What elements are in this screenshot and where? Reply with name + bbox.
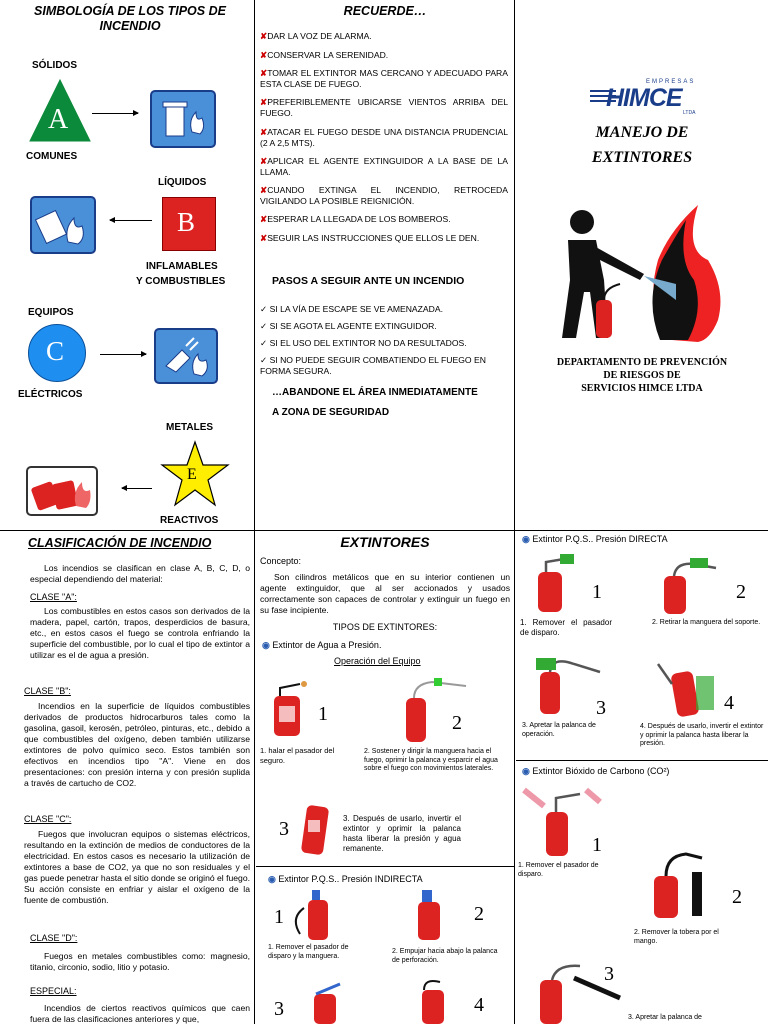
co2-step-3-caption: 3. Apretar la palanca de bbox=[628, 1014, 702, 1021]
directa-step-2-caption: 2. Retirar la manguera del soporte. bbox=[652, 619, 761, 626]
recuerde-item: ✘TOMAR EL EXTINTOR MAS CERCANO Y ADECUADO PARA ESTA CLASE DE FUEGO. bbox=[260, 68, 508, 89]
label-liquidos: LÍQUIDOS bbox=[158, 177, 207, 188]
especial-text: Incendios de ciertos reactivos químicos que caen fuera de las clasificaciones anteriores y que, bbox=[30, 1003, 250, 1024]
extintores-title: EXTINTORES bbox=[340, 534, 430, 550]
simbologia-title: SIMBOLOGÍA DE LOS TIPOS DE INCENDIO bbox=[34, 4, 226, 33]
arrow-e bbox=[122, 488, 152, 489]
indirecta-step-2-caption: 2. Empujar hacia abajo la palanca de perforación. bbox=[392, 948, 498, 964]
indirecta-step-3-number: 3 bbox=[274, 998, 284, 1020]
recuerde-item: ✘DAR LA VOZ DE ALARMA. bbox=[260, 31, 372, 41]
clase-a-head: CLASE "A": bbox=[30, 592, 77, 602]
clasif-intro: Los incendios se clasifican en clase A, B, C, D, o especial dependiendo del material: bbox=[30, 563, 250, 584]
arrow-b bbox=[110, 220, 152, 221]
pasos-item: ✓ SI SE AGOTA EL AGENTE EXTINGUIDOR. bbox=[260, 321, 437, 331]
pasos-item: ✓ SI LA VÍA DE ESCAPE SE VE AMENAZADA. bbox=[260, 304, 443, 314]
agua-step-2-number: 2 bbox=[452, 712, 462, 734]
pasos-title: PASOS A SEGUIR ANTE UN INCENDIO bbox=[272, 275, 465, 287]
abandone-line-1: …ABANDONE EL ÁREA INMEDIATAMENTE bbox=[272, 387, 478, 398]
trash-fire-icon bbox=[150, 90, 216, 148]
agua-step-1-image bbox=[270, 680, 312, 740]
logo-ltda: LTDA bbox=[683, 110, 696, 116]
indirecta-step-1-caption: 1. Remover el pasador de disparo y la manguera. bbox=[268, 944, 349, 960]
clase-d-head: CLASE "D": bbox=[30, 933, 78, 943]
recuerde-item: ✘PREFERIBLEMENTE UBICARSE VIENTOS ARRIBA DEL FUEGO. bbox=[260, 97, 508, 118]
abandone-line-2: A ZONA DE SEGURIDAD bbox=[272, 407, 390, 418]
concepto-label: Concepto: bbox=[260, 556, 302, 566]
recuerde-item: ✘ATACAR EL FUEGO DESDE UNA DISTANCIA PRUDENCIAL (2 A 2,5 MTS). bbox=[260, 127, 508, 148]
agua-step-3-caption: 3. Después de usarlo, invertir el extintor y oprimir la palanca hasta liberar la presión y agua remanente. bbox=[343, 814, 461, 853]
class-a-letter: A bbox=[48, 104, 69, 135]
liquid-fire-icon bbox=[30, 196, 96, 254]
co2-step-1-caption: 1. Remover el pasador de disparo. bbox=[518, 862, 599, 878]
label-comunes: COMUNES bbox=[26, 151, 78, 162]
directa-step-3-image bbox=[530, 652, 606, 718]
especial-head: ESPECIAL: bbox=[30, 986, 77, 996]
recuerde-title: RECUERDE… bbox=[343, 4, 427, 18]
arrow-c bbox=[100, 354, 146, 355]
bullet-icon: ◉ bbox=[522, 534, 530, 544]
pasos-item: ✓ SI NO PUEDE SEGUIR COMBATIENDO EL FUEGO EN FORMA SEGURA. bbox=[260, 355, 486, 376]
recuerde-item: ✘SEGUIR LAS INSTRUCCIONES QUE ELLOS LE DEN. bbox=[260, 233, 480, 243]
bullet-icon: ◉ bbox=[522, 766, 530, 776]
dept-line-2: DE RIESGOS DE bbox=[603, 370, 681, 381]
co2-step-3-number: 3 bbox=[604, 963, 614, 985]
agua-step-1-number: 1 bbox=[318, 703, 328, 725]
operacion-title: Operación del Equipo bbox=[334, 656, 421, 666]
bullet-icon: ◉ bbox=[268, 874, 276, 884]
recuerde-item: ✘ESPERAR LA LLEGADA DE LOS BOMBEROS. bbox=[260, 214, 451, 224]
label-reactivos: REACTIVOS bbox=[160, 515, 219, 526]
class-b-letter: B bbox=[177, 207, 196, 237]
clase-c-text: Fuegos que involucran equipos o sistemas eléctricos, resultando en la extinción de medios de conductores de la electricidad. En estos casos es necesario la utilización de extintores a base de CO2, ya que no son residuales y el gas puede penetrar hasta el sitio donde se originó el fuego. Su acción consiste en enfriar y aislar el oxígeno de la fuente de combustión. bbox=[24, 829, 250, 905]
row-divider bbox=[0, 530, 768, 531]
directa-step-3-caption: 3. Apretar la palanca de operación. bbox=[522, 722, 596, 738]
class-e-letter: E bbox=[187, 466, 197, 483]
cover-title-1: MANEJO DE bbox=[595, 124, 689, 141]
indirecta-step-2-number: 2 bbox=[474, 903, 484, 925]
clase-c-head: CLASE "C": bbox=[24, 814, 72, 824]
indirecta-title: ◉ Extintor P.Q.S.. Presión INDIRECTA bbox=[268, 874, 423, 884]
agua-step-1-caption: 1. halar el pasador del seguro. bbox=[260, 746, 335, 765]
directa-step-2-image bbox=[650, 554, 720, 616]
directa-title: ◉ Extintor P.Q.S.. Presión DIRECTA bbox=[522, 534, 668, 544]
label-equipos: EQUIPOS bbox=[28, 307, 74, 318]
ext-divider bbox=[256, 866, 514, 867]
cover-title-2: EXTINTORES bbox=[591, 149, 693, 166]
directa-step-1-number: 1 bbox=[592, 581, 602, 603]
recuerde-item: ✘CONSERVAR LA SERENIDAD. bbox=[260, 50, 389, 60]
indirecta-step-4-image bbox=[410, 978, 460, 1024]
co2-step-2-number: 2 bbox=[732, 886, 742, 908]
co2-step-2-caption: 2. Remover la tobera por el mango. bbox=[634, 929, 719, 945]
co2-step-2-image bbox=[640, 846, 716, 922]
label-solidos: SÓLIDOS bbox=[32, 60, 78, 71]
recuerde-item: ✘CUANDO EXTINGA EL INCENDIO, RETROCEDA VIGILANDO LA POSIBLE REIGNICIÓN. bbox=[260, 185, 508, 206]
metal-fire-icon bbox=[26, 466, 98, 516]
directa-step-4-image bbox=[652, 658, 720, 722]
bullet-icon: ◉ bbox=[262, 640, 270, 650]
tipos-label: TIPOS DE EXTINTORES: bbox=[332, 622, 438, 632]
clase-d-text: Fuegos en metales combustibles como: magnesio, titanio, circonio, sodio, litio y potasio. bbox=[30, 951, 250, 972]
recuerde-item: ✘APLICAR EL AGENTE EXTINGUIDOR A LA BASE DE LA LLAMA. bbox=[260, 156, 508, 177]
directa-step-3-number: 3 bbox=[596, 697, 606, 719]
logo-himce: HIMCE bbox=[606, 84, 682, 112]
person-fighting-fire-icon bbox=[548, 200, 728, 345]
dept-line-1: DEPARTAMENTO DE PREVENCIÓN bbox=[556, 357, 728, 368]
label-inflamables: INFLAMABLES bbox=[146, 261, 218, 272]
label-metales: METALES bbox=[166, 422, 214, 433]
agua-step-2-caption: 2. Sostener y dirigir la manguera hacia el fuego, oprimir la palanca y esparcir el agua sobre el fuego con movimientos laterales. bbox=[364, 748, 498, 772]
label-electricos: ELÉCTRICOS bbox=[18, 389, 83, 400]
clase-b-text: Incendios en la superficie de líquidos combustibles derivados de productos hidrocarburos tales como la gasolina, gasoil, kerosén, petróleo, pinturas, etc., debido a que combustibles del oxígeno, deben también utilizarse extintores de polvo químico seco. Estos también son efectivos en incendios tipo "A". Viene en dos presentaciones: con presión interna y con presión suplida a través de cartucho de CO2. bbox=[24, 701, 250, 788]
agua-step-3-image bbox=[294, 800, 340, 862]
directa-step-2-number: 2 bbox=[736, 581, 746, 603]
indirecta-step-3-image bbox=[300, 980, 350, 1024]
indirecta-step-1-number: 1 bbox=[274, 906, 284, 928]
dept-line-3: SERVICIOS HIMCE LTDA bbox=[581, 383, 703, 394]
co2-title: ◉ Extintor Bióxido de Carbono (CO²) bbox=[522, 766, 670, 776]
directa-step-4-number: 4 bbox=[724, 692, 734, 714]
directa-step-4-caption: 4. Después de usarlo, invertir el extintor y oprimir la palanca hasta liberar la presión. bbox=[640, 723, 764, 747]
class-c-letter: C bbox=[46, 336, 65, 366]
clasificacion-title: CLASIFICACIÓN DE INCENDIO bbox=[28, 536, 212, 550]
column-divider-2 bbox=[514, 0, 515, 1024]
electric-fire-icon bbox=[154, 328, 218, 384]
agua-step-2-image bbox=[400, 676, 472, 746]
co2-step-1-number: 1 bbox=[592, 834, 602, 856]
agua-title: ◉ Extintor de Agua a Presión. bbox=[262, 640, 382, 650]
indirecta-step-2-image bbox=[404, 888, 454, 942]
clase-b-head: CLASE "B": bbox=[24, 686, 71, 696]
co2-step-3-image bbox=[530, 960, 630, 1024]
directa-step-1-caption: 1. Remover el pasador de disparo. bbox=[520, 618, 612, 637]
co2-divider bbox=[516, 760, 768, 761]
arrow-a bbox=[92, 113, 138, 114]
concepto-text: Son cilindros metálicos que en su interior contienen un agente extinguidor, que al ser accionados y usados correctamente son capaces de controlar y extinguir un fuego en su fase incipiente. bbox=[260, 572, 510, 615]
indirecta-step-1-image bbox=[290, 888, 340, 942]
agua-step-3-number: 3 bbox=[279, 818, 289, 840]
label-combustibles: Y COMBUSTIBLES bbox=[136, 276, 226, 287]
directa-step-1-image bbox=[526, 554, 582, 614]
pasos-item: ✓ SI EL USO DEL EXTINTOR NO DA RESULTADOS. bbox=[260, 338, 467, 348]
column-divider-1 bbox=[254, 0, 255, 1024]
clase-a-text: Los combustibles en estos casos son derivados de la madera, papel, cartón, trapos, desperdicios de basura, etc., en estos casos el fuego se controla enfriando la superficie del combustible, por lo cual el tipo de extintor a utilizar es el de agua a presión. bbox=[30, 606, 250, 660]
indirecta-step-4-number: 4 bbox=[474, 994, 484, 1016]
logo-empresas: EMPRESAS bbox=[646, 79, 696, 85]
